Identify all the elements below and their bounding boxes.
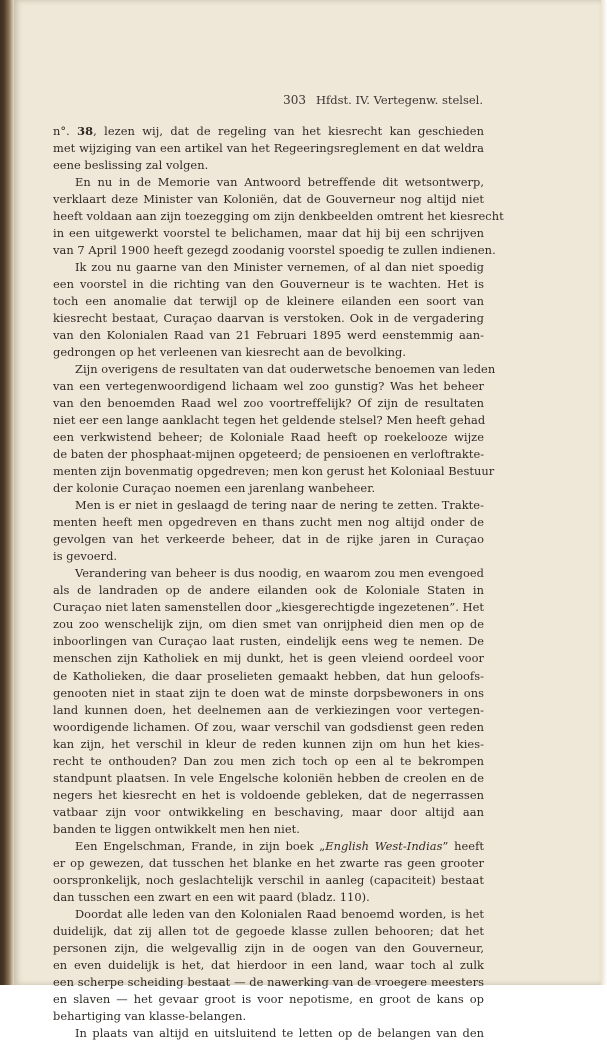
text-line [53, 361, 496, 378]
text-line [53, 991, 484, 1008]
text-line [53, 889, 484, 906]
text-line-content: en even duidelijk is het, dat hierdoor in een land, waar toch al zulk [53, 957, 484, 972]
text-line-prefix: Een Engelschman, Frande, in zijn boek „ [75, 838, 326, 853]
running-title: Hfdst. IV. Vertegenw. stelsel. [315, 93, 483, 107]
text-line [53, 276, 484, 293]
text-line-content: een verkwistend beheer; de Koloniale Raad heeft op roekelooze wijze [53, 430, 484, 445]
text-line [53, 616, 484, 633]
text-line-content: menten zijn bovenmatig opgedreven; men kon gerust het Koloniaal Bestuur [53, 464, 495, 479]
text-line-content: van een vertegenwoordigend lichaam wel zoo gunstig? Was het beheer [53, 379, 484, 394]
text-line-content: als de landraden op de andere eilanden ook de Koloniale Staten in [53, 583, 484, 598]
page-right-edge [601, 0, 607, 985]
text-line [53, 157, 484, 174]
text-line-content: , lezen wij, dat de regeling van het kiesrecht kan geschieden [93, 124, 484, 138]
text-line-content: menten heeft men opgedreven en thans zucht men nog altijd onder de [53, 515, 484, 530]
text-line-content: Ik zou nu gaarne van den Minister vernemen, of al dan niet spoedig [75, 260, 484, 275]
running-header [0, 93, 483, 107]
text-line [53, 719, 484, 736]
text-line [53, 702, 484, 719]
text-line [53, 770, 484, 787]
text-line-italic: English West-Indias [325, 838, 443, 853]
text-line-content: inboorlingen van Curaçao laat rusten, eindelijk eens weg te nemen. De [53, 634, 484, 649]
text-line-content: duidelijk, dat zij allen tot de gegoede klasse zullen behooren; dat het [53, 923, 484, 938]
text-line-content: Verandering van beheer is dus noodig, en waarom zou men evengoed [75, 566, 484, 581]
text-line [53, 191, 484, 208]
text-line-content: Zijn overigens de resultaten van dat ouderwetsche benoemen van leden [75, 362, 496, 377]
text-line [53, 633, 484, 650]
text-line [53, 787, 484, 804]
text-line-content: Curaçao niet laten samenstellen door „kiesgerechtigde ingezetenen”. Het [53, 600, 484, 615]
text-line [53, 872, 484, 889]
text-line-content: zou zoo wenschelijk zijn, om dien smet van onrijpheid dien men op de [53, 617, 484, 632]
text-line [53, 838, 484, 855]
text-line-content: heeft voldaan aan zijn toezegging om zijn denkbeelden omtrent het kiesrecht [53, 209, 504, 224]
text-line [53, 395, 484, 412]
text-line [53, 821, 484, 838]
text-line-content: van den Kolonialen Raad van 21 Februari 1895 werd eenstemmig aan- [53, 328, 484, 343]
text-line-content: negers het kiesrecht en het is voldoende gebleken, dat de negerrassen [53, 787, 484, 802]
text-line-content: ” heeft [442, 838, 484, 853]
text-line [53, 685, 484, 702]
text-line-content: gedrongen op het verleenen van kiesrecht aan de bevolking. [53, 345, 407, 360]
text-line-content: personen zijn, die welgevallig zijn in de oogen van den Gouverneur, [53, 940, 484, 955]
text-line [53, 650, 484, 667]
text-line-content: is gevoerd. [53, 549, 118, 564]
text-line-content: standpunt plaatsen. In vele Engelsche koloniën hebben de creolen en de [53, 770, 484, 785]
text-line-content: In plaats van altijd en uitsluitend te letten op de belangen van den [75, 1025, 484, 1040]
text-line [53, 1008, 484, 1025]
text-line [53, 140, 484, 157]
text-line [53, 497, 484, 514]
text-line-content: in een uitgewerkt voorstel te belichamen, maar dat hij bij een schrijven [53, 226, 484, 241]
text-line-content: vatbaar zijn voor ontwikkeling en beschaving, maar door altijd aan [53, 804, 484, 819]
text-line [53, 923, 484, 940]
text-line-content: woordigende lichamen. Of zou, waar verschil van godsdienst geen reden [53, 719, 484, 734]
text-line-content: met wijziging van een artikel van het Regeeringsreglement en dat weldra [53, 141, 484, 156]
text-line [53, 378, 484, 395]
text-line-content: en slaven — het gevaar groot is voor nepotisme, en groot de kans op [53, 991, 484, 1006]
text-line [53, 753, 484, 770]
text-line [53, 940, 484, 957]
text-line-content: der kolonie Curaçao noemen een jarenlang wanbeheer. [53, 481, 376, 496]
text-line-content: menschen zijn Katholiek en mij dunkt, het is geen vleiend oordeel voor [53, 651, 484, 666]
text-line [53, 668, 484, 685]
text-line [53, 1025, 484, 1042]
text-line [53, 906, 484, 923]
text-line-content: En nu in de Memorie van Antwoord betreffende dit wetsontwerp, [75, 175, 484, 190]
text-line-content: een scherpe scheiding bestaat — de nawerking van de vroegere meesters [53, 974, 484, 989]
text-line-content: er op gewezen, dat tusschen het blanke en het zwarte ras geen grooter [53, 855, 484, 870]
text-line [53, 957, 484, 974]
text-line [53, 599, 484, 616]
text-line-content: banden te liggen ontwikkelt men hen niet. [53, 821, 300, 836]
text-line [53, 208, 504, 225]
text-line [53, 548, 484, 565]
text-line [53, 344, 484, 361]
text-line [53, 327, 484, 344]
text-line [53, 565, 484, 582]
text-line-content: niet eer een lange aanklacht tegen het geldende stelsel? Men heeft gehad [53, 413, 486, 428]
text-line-content: eene beslissing zal volgen. [53, 158, 209, 173]
text-line-content: Men is er niet in geslaagd de tering naar de nering te zetten. Trakte- [75, 498, 484, 513]
text-line [53, 429, 484, 446]
text-line [53, 446, 484, 463]
text-line-content: van den benoemden Raad wel zoo voortreffelijk? Of zijn de resultaten [53, 396, 484, 411]
text-line [53, 225, 484, 242]
text-line [53, 582, 484, 599]
text-line-content: de baten der phosphaat-mijnen opgeteerd; de pensioenen en verloftrakte- [53, 447, 485, 462]
text-line-content: kan zijn, het verschil in kleur de reden kunnen zijn om hun het kies- [53, 736, 484, 751]
text-line [53, 123, 484, 140]
text-line-content: kiesrecht bestaat, Curaçao daarvan is verstoken. Ook in de vergadering [53, 311, 484, 326]
text-line [53, 531, 484, 548]
page-number: 303 [283, 93, 306, 107]
text-line [53, 480, 484, 497]
text-line [53, 463, 495, 480]
text-line-content: genooten niet in staat zijn te doen wat de minste dorpsbewoners in ons [53, 685, 484, 700]
text-line [53, 855, 484, 872]
text-line [53, 242, 496, 259]
text-line [53, 412, 484, 429]
text-line-content: oorspronkelijk, noch geslachtelijk verschil in aanleg (capaciteit) bestaat [53, 872, 484, 887]
text-line-content: toch een anomalie dat terwijl op de kleinere eilanden een soort van [53, 294, 484, 309]
text-line [53, 293, 484, 310]
body-text [53, 123, 504, 1042]
text-line-content: verklaart deze Minister van Koloniën, dat de Gouverneur nog altijd niet [53, 192, 484, 207]
text-line-content: de Katholieken, die daar proselieten gemaakt hebben, dat hun geloofs- [53, 668, 484, 683]
text-line-content: land kunnen doen, het deelnemen aan de verkiezingen voor vertegen- [53, 702, 484, 717]
text-line [53, 736, 484, 753]
text-line-content: een voorstel in die richting van den Gouverneur is te wachten. Het is [53, 277, 484, 292]
text-line [53, 514, 484, 531]
text-line [53, 974, 484, 991]
text-line-content: gevolgen van het verkeerde beheer, dat in de rijke jaren in Curaçao [53, 532, 484, 547]
text-line-content: Doordat alle leden van den Kolonialen Raad benoemd worden, is het [75, 906, 484, 921]
text-line [53, 804, 484, 821]
text-line-content: dan tusschen een zwart en een wit paard (bladz. 110). [53, 889, 370, 904]
text-line-bold: 38 [77, 124, 94, 138]
text-line-content: van 7 April 1900 heeft gezegd zoodanig voorstel spoedig te zullen indienen. [53, 243, 496, 258]
text-line-content: behartiging van klasse-belangen. [53, 1008, 247, 1023]
text-line [53, 310, 484, 327]
text-line-content: recht te onthouden? Dan zou men zich toch op een al te bekrompen [53, 753, 484, 768]
text-line [53, 259, 484, 276]
text-line-prefix: n°. [53, 124, 78, 138]
text-line [53, 174, 484, 191]
